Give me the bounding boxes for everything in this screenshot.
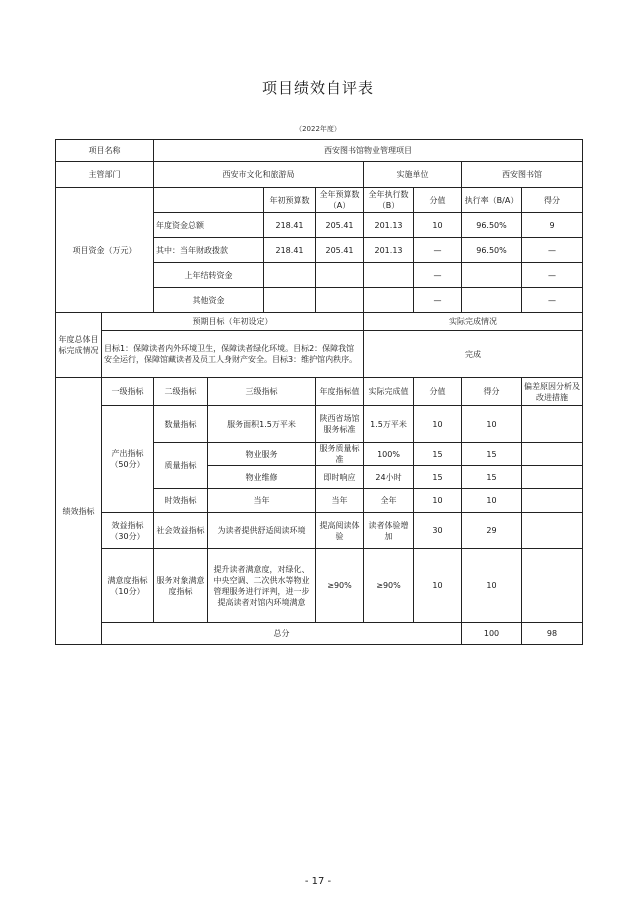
ind-l2: 数量指标 [154,406,208,443]
dept-row [56,162,583,188]
funds-row-name: 其他资金 [154,288,264,313]
total-score: 98 [522,623,583,645]
goals-actual-text: 完成 [364,331,583,378]
funds-row-score-weight: — [414,238,462,263]
funds-row-exec [364,288,414,313]
funds-row-rate: 96.50% [462,213,522,238]
ind-reason [522,466,583,489]
ind-target: 服务质量标准 [316,443,364,466]
ind-l2: 质量指标 [154,443,208,489]
funds-row-exec: 201.13 [364,213,414,238]
ind-header-l1: 一级指标 [102,378,154,406]
goals-content-row [56,331,583,378]
ind-header-l3: 三级指标 [208,378,316,406]
ind-reason [522,489,583,513]
ind-header-target: 年度指标值 [316,378,364,406]
ind-score: 15 [462,466,522,489]
ind-effect-l2: 社会效益指标 [154,513,208,549]
ind-header-score-weight: 分值 [414,378,462,406]
ind-satisfaction-l3: 提升读者满意度，对绿化、中央空调、二次供水等物业管理服务进行评判，进一步提高读者对馆内环境满意 [208,549,316,623]
ind-target: 当年 [316,489,364,513]
ind-effect-target: 提高阅读体验 [316,513,364,549]
ind-score-weight: 10 [414,406,462,443]
indicator-row [56,549,583,623]
unit-label: 实施单位 [364,162,462,188]
funds-header-plan: 年初预算数 [264,188,316,213]
page-title: 项目绩效自评表 [261,79,374,97]
ind-reason [522,549,583,623]
total-row [56,623,583,645]
ind-header-actual: 实际完成值 [364,378,414,406]
funds-row-rate: 96.50% [462,238,522,263]
goals-expected-label: 预期目标（年初设定） [102,313,364,331]
funds-label: 项目资金（万元） [56,188,154,313]
total-score-weight: 100 [462,623,522,645]
ind-effect-score: 29 [462,513,522,549]
ind-header-l2: 二级指标 [154,378,208,406]
ind-satisfaction-l1: 满意度指标（10分） [102,549,154,623]
funds-row-plan: 218.41 [264,238,316,263]
unit-value: 西安图书馆 [462,162,583,188]
funds-row-name: 上年结转资金 [154,263,264,288]
funds-row-plan: 218.41 [264,213,316,238]
evaluation-table [55,139,583,645]
funds-row-rate [462,288,522,313]
project-label: 项目名称 [56,140,154,162]
funds-row-score: — [522,288,583,313]
ind-reason [522,443,583,466]
ind-l3: 当年 [208,489,316,513]
ind-header-score: 得分 [462,378,522,406]
funds-header-score-weight: 分值 [414,188,462,213]
ind-score: 10 [462,489,522,513]
funds-row-full [316,288,364,313]
ind-l3: 服务面积1.5万平米 [208,406,316,443]
ind-l2: 时效指标 [154,489,208,513]
ind-effect-l3: 为读者提供舒适阅读环境 [208,513,316,549]
ind-actual: 全年 [364,489,414,513]
indicator-row [56,513,583,549]
funds-row-plan [264,263,316,288]
ind-effect-score-weight: 30 [414,513,462,549]
ind-l3: 物业服务 [208,443,316,466]
ind-score: 15 [462,443,522,466]
ind-actual: 24小时 [364,466,414,489]
funds-row-score-weight: 10 [414,213,462,238]
goals-header-row [56,313,583,331]
ind-effect-actual: 读者体验增加 [364,513,414,549]
funds-header-blank [154,188,264,213]
ind-output-label: 产出指标（50分） [102,406,154,513]
ind-score-weight: 10 [414,489,462,513]
ind-score-weight: 15 [414,443,462,466]
funds-row-score: — [522,263,583,288]
indicators-label: 绩效指标 [56,378,102,645]
funds-row-full: 205.41 [316,238,364,263]
funds-row-plan [264,288,316,313]
funds-row-name: 其中：当年财政拨款 [154,238,264,263]
funds-row-score-weight: — [414,263,462,288]
funds-row-exec [364,263,414,288]
funds-row-score: — [522,238,583,263]
year-label: （2022年度） [295,125,341,133]
ind-effect-l1: 效益指标（30分） [102,513,154,549]
funds-header-exec: 全年执行数（B） [364,188,414,213]
ind-l3: 物业维修 [208,466,316,489]
ind-score: 10 [462,406,522,443]
indicators-header-row [56,378,583,406]
ind-actual: 100% [364,443,414,466]
ind-reason [522,406,583,443]
project-value: 西安图书馆物业管理项目 [154,140,583,162]
total-label: 总分 [102,623,462,645]
indicator-row [56,406,583,443]
ind-target: 即时响应 [316,466,364,489]
ind-reason [522,513,583,549]
ind-satisfaction-l2: 服务对象满意度指标 [154,549,208,623]
ind-actual: 1.5万平米 [364,406,414,443]
funds-header-score: 得分 [522,188,583,213]
funds-header-row [56,188,583,213]
ind-target: 陕西省场馆服务标准 [316,406,364,443]
funds-row-name: 年度资金总额 [154,213,264,238]
funds-row-score: 9 [522,213,583,238]
funds-header-full: 全年预算数（A） [316,188,364,213]
ind-header-reason: 偏差原因分析及改进措施 [522,378,583,406]
funds-row-rate [462,263,522,288]
goals-label: 年度总体目标完成情况 [56,313,102,378]
funds-header-rate: 执行率（B/A） [462,188,522,213]
funds-row-full [316,263,364,288]
ind-satisfaction-score-weight: 10 [414,549,462,623]
funds-row-score-weight: — [414,288,462,313]
ind-score-weight: 15 [414,466,462,489]
ind-satisfaction-score: 10 [462,549,522,623]
project-row [56,140,583,162]
page-number: - 17 - [304,876,332,887]
dept-value: 西安市文化和旅游局 [154,162,364,188]
funds-row-exec: 201.13 [364,238,414,263]
funds-row-full: 205.41 [316,213,364,238]
dept-label: 主管部门 [56,162,154,188]
goals-expected-text: 目标1：保障读者内外环境卫生，保障读者绿化环境。目标2：保障我馆安全运行，保障馆藏读者及员工人身财产安全。目标3：维护馆内秩序。 [102,331,364,378]
ind-satisfaction-actual: ≥90% [364,549,414,623]
goals-actual-label: 实际完成情况 [364,313,583,331]
ind-satisfaction-target: ≥90% [316,549,364,623]
